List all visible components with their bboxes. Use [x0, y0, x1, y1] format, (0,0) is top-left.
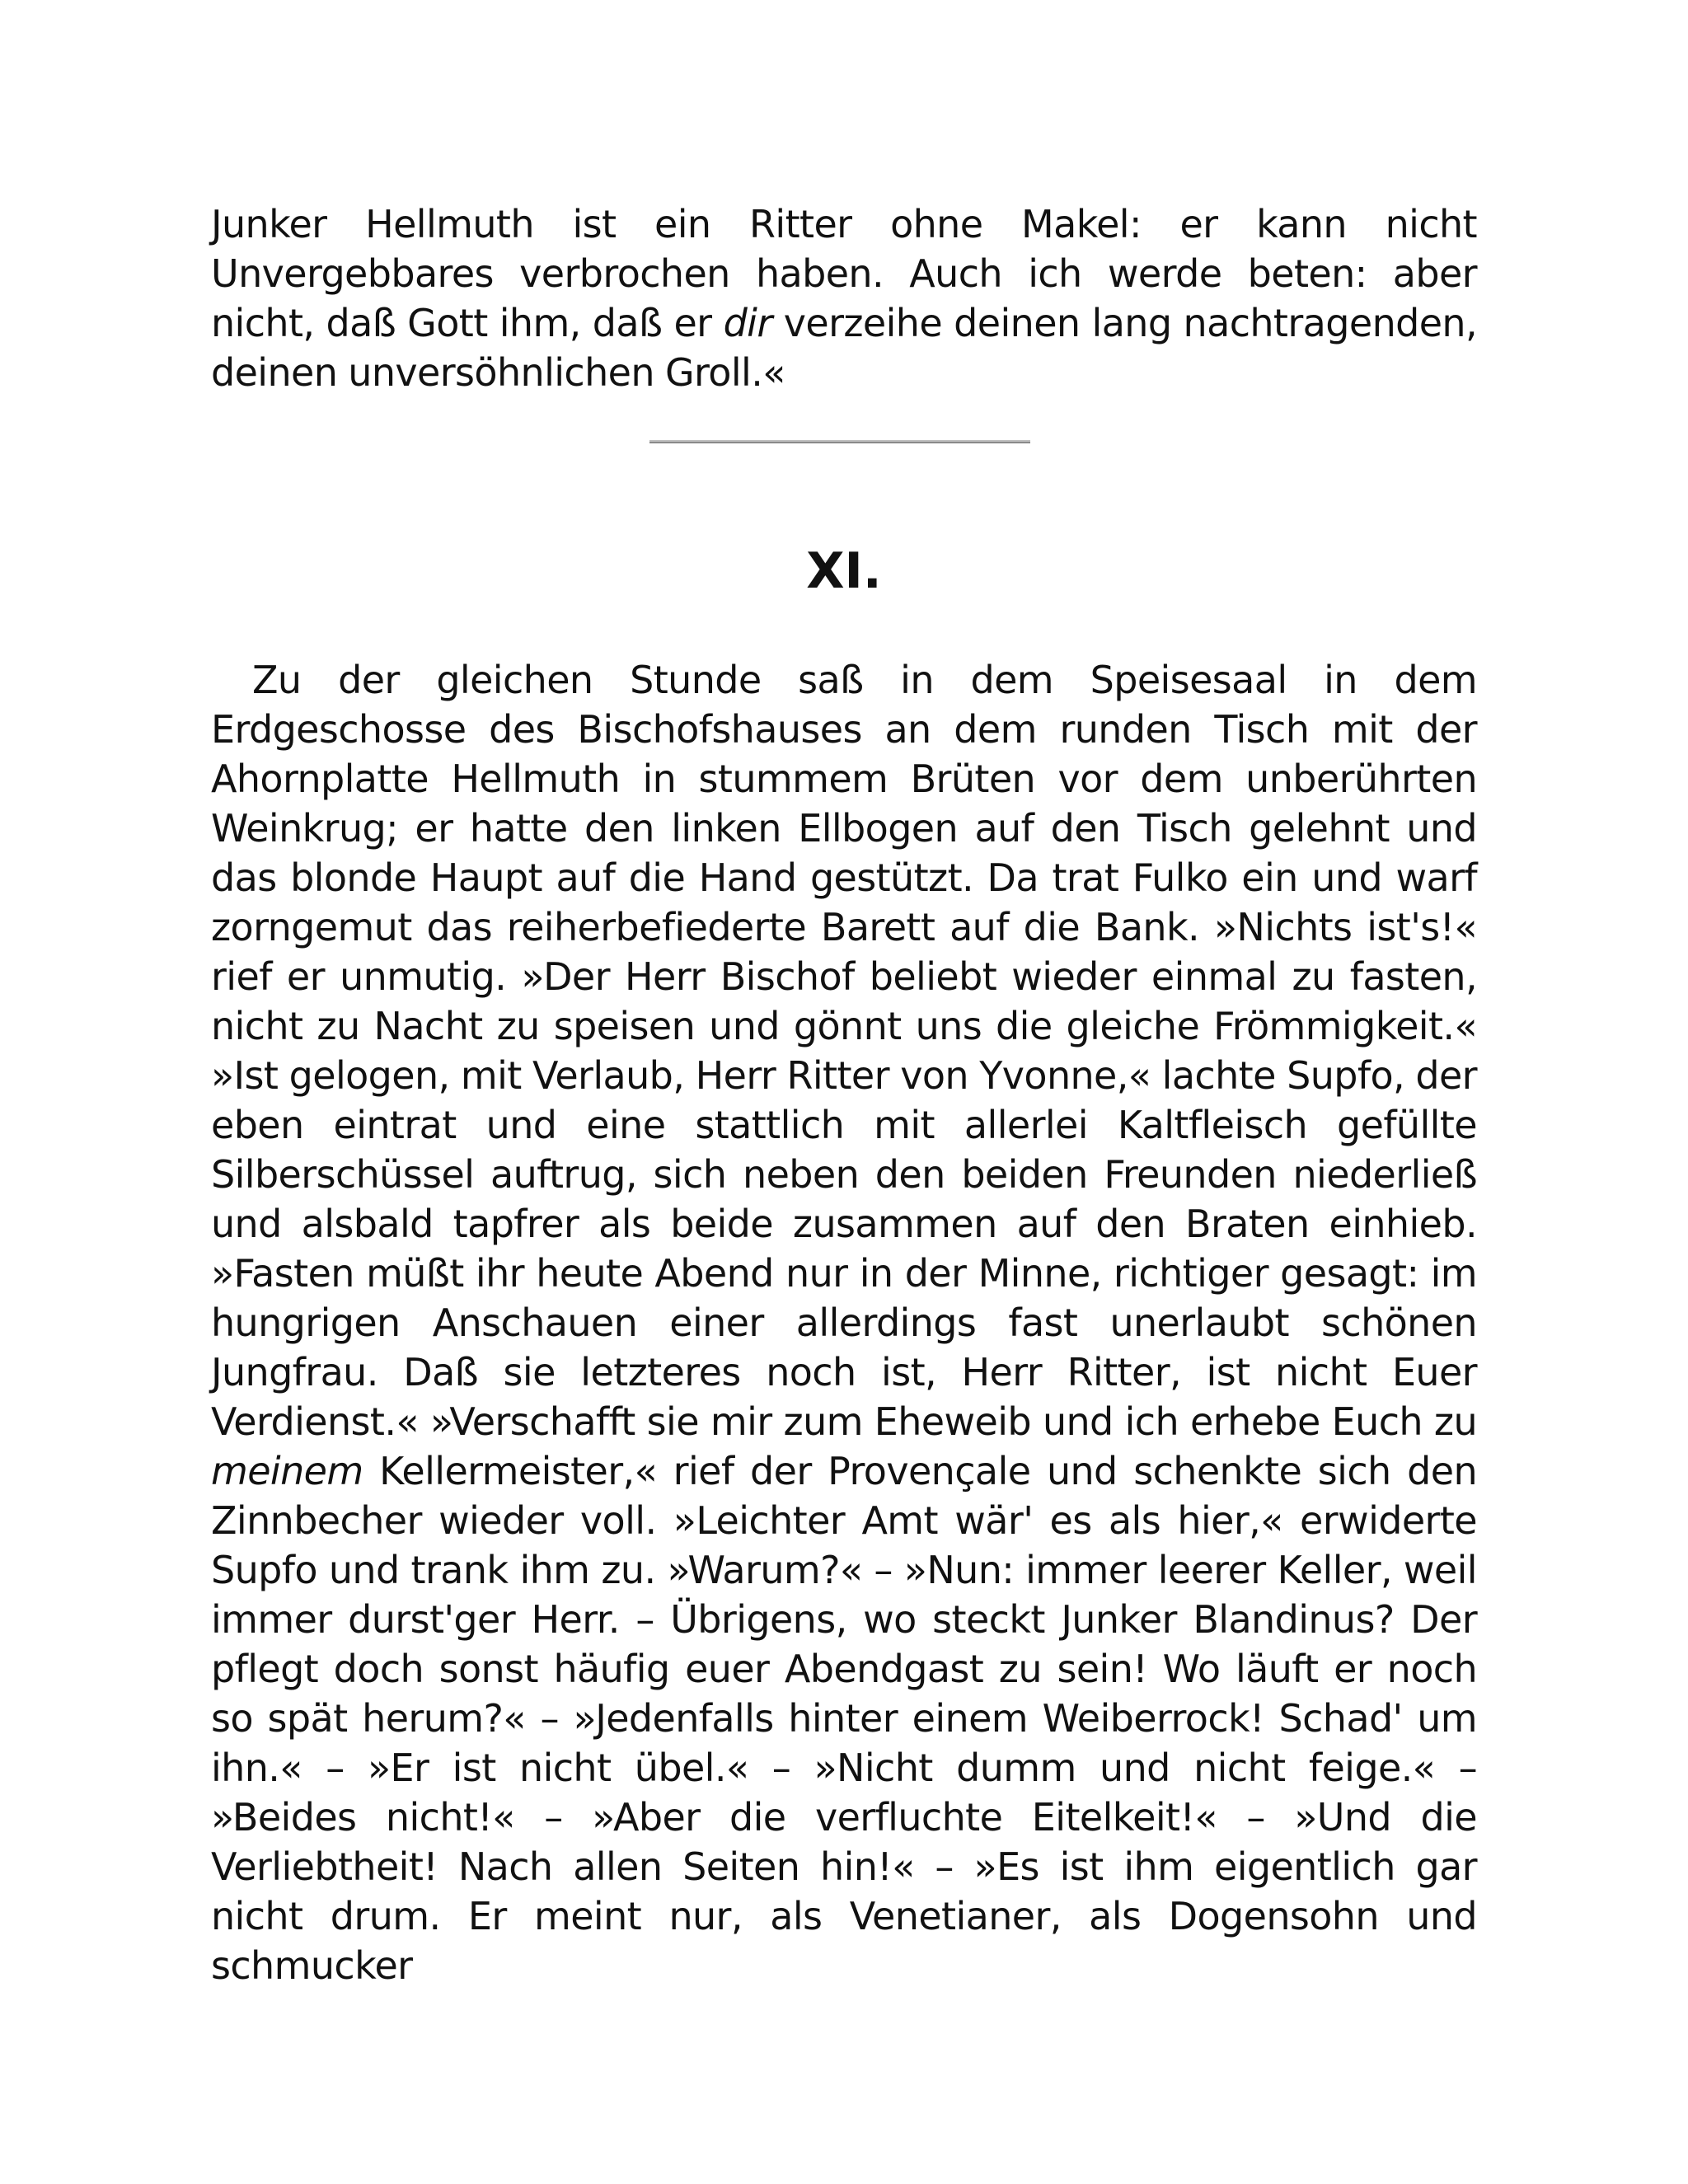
chapter-paragraph-text: Zu der gleichen Stunde saß in dem Speisesaal in dem Erdgeschosse des Bischofshauses an dem runden Tisch mit der Ahornplatte Hellmuth in stummem Brüten vor dem unberührten Weinkrug; er hatte den linken Ellbogen auf den Tisch gelehnt und das blonde Haupt auf die Hand gestützt. Da trat Fulko ein und warf zorngemut das reiherbefiederte Barett auf die Bank. »Nichts ist's!« rief er unmutig. »Der Herr Bischof beliebt wieder einmal zu fasten, nicht zu Nacht zu speisen und gönnt uns die gleiche Frömmigkeit.« »Ist gelogen, mit Verlaub, Herr Ritter von Yvonne,« lachte Supfo, der eben eintrat und eine stattlich mit allerlei Kaltfleisch gefüllte Silberschüssel auftrug, sich neben den beiden Freunden niederließ und alsbald tapfrer als beide zusammen auf den Braten einhieb. »Fasten müßt ihr heute Abend nur in der Minne, richtiger gesagt: im hungrigen Anschauen einer allerdings fast unerlaubt schönen Jungfrau. Daß sie letzteres noch ist, Herr Ritter, ist nicht Euer Verdienst.« »Verschafft sie mir zum Eheweib und ich erhebe Euch zu — [211, 658, 1477, 1444]
closing-paragraph-text: Junker Hellmuth ist ein Ritter ohne Makel: er kann nicht Unvergebbares verbrochen haben. Auch ich werde beten: aber nicht, daß Gott ihm, daß er — [211, 202, 1477, 345]
section-divider — [649, 440, 1030, 443]
closing-paragraph — [211, 199, 1477, 397]
chapter-heading: XI. — [806, 542, 882, 600]
previous-chapter-ending — [211, 199, 1477, 397]
closing-paragraph-text-end: verzeihe deinen lang nachtragenden, deinen unversöhnlichen Groll.« — [211, 301, 1478, 395]
emphasized-word: dir — [723, 301, 772, 345]
chapter-body — [211, 655, 1477, 1990]
chapter-paragraph-text-end: Kellermeister,« rief der Provençale und schenkte sich den Zinnbecher wieder voll. »Leichter Amt wär' es als hier,« erwiderte Supfo und trank ihm zu. »Warum?« – »Nun: immer leerer Keller, weil immer durst'ger Herr. – Übrigens, wo steckt Junker Blandinus? Der pflegt doch sonst häufig euer Abendgast zu sein! Wo läuft er noch so spät herum?« – »Jedenfalls hinter einem Weiberrock! Schad' um ihn.« – »Er ist nicht übel.« – »Nicht dumm und nicht feige.« – »Beides nicht!« – »Aber die verfluchte Eitelkeit!« – »Und die Verliebtheit! Nach allen Seiten hin!« – »Es ist ihm eigentlich gar nicht drum. Er meint nur, als Venetianer, als Dogensohn und schmucker — [211, 1449, 1477, 1988]
chapter-paragraph — [211, 655, 1477, 1990]
emphasized-word: meinem — [211, 1449, 363, 1493]
